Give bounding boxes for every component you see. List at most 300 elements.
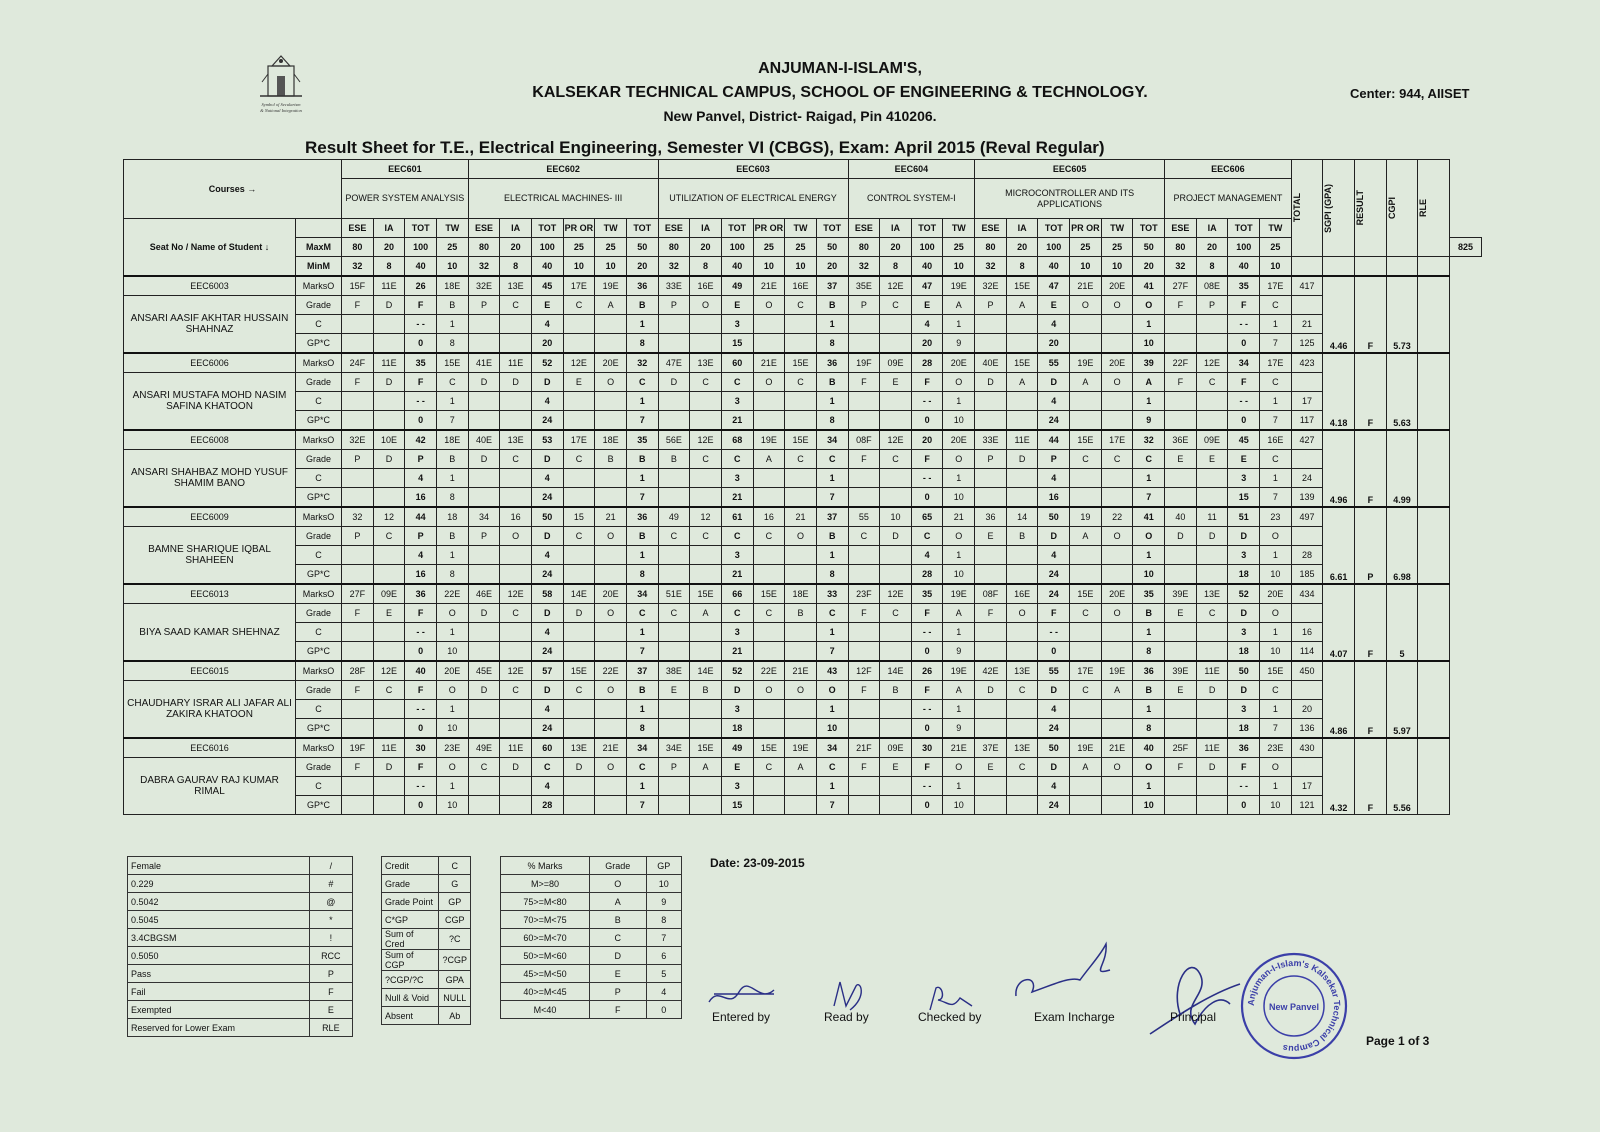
mark-cell: 16E	[785, 276, 817, 296]
mark-cell: 21E	[785, 661, 817, 681]
mark-cell: 10	[436, 796, 468, 815]
mark-cell: 37E	[975, 738, 1007, 758]
mark-cell: 13E	[690, 353, 722, 373]
results-body	[124, 160, 1482, 815]
mark-cell: F	[848, 373, 880, 392]
mark-cell: O	[595, 681, 627, 700]
mark-cell	[500, 488, 532, 508]
legend-grade-row	[501, 965, 682, 983]
header-line-2: KALSEKAR TECHNICAL CAMPUS, SCHOOL OF ENGINEERING & TECHNOLOGY.	[532, 84, 1148, 101]
mark-cell: A	[943, 296, 975, 315]
mark-cell	[658, 469, 690, 488]
mark-cell: 36E	[1165, 430, 1197, 450]
legend-abbrev-row	[382, 857, 471, 875]
mark-cell	[880, 411, 912, 431]
mark-cell: 34E	[658, 738, 690, 758]
mark-cell: 1	[626, 315, 658, 334]
mark-cell	[975, 777, 1007, 796]
mark-cell: 45	[531, 276, 563, 296]
mark-cell: 1	[1133, 623, 1165, 642]
mark-cell: 19E	[943, 276, 975, 296]
cgpi-cell: 4.99	[1386, 430, 1418, 507]
mark-cell	[595, 315, 627, 334]
mark-cell: C	[626, 604, 658, 623]
mark-cell	[1006, 700, 1038, 719]
legend-abbrev-row-cell: G	[439, 875, 471, 893]
mark-cell	[753, 565, 785, 585]
mark-cell: 21E	[1070, 276, 1102, 296]
mark-cell	[1006, 411, 1038, 431]
mark-cell: 41	[1133, 276, 1165, 296]
minm-label: MinM	[296, 257, 342, 277]
mark-cell	[373, 719, 405, 739]
mark-cell	[342, 315, 374, 334]
mark-cell: C	[626, 758, 658, 777]
row-type-label: MarksO	[296, 584, 342, 604]
legend-grade-row	[501, 911, 682, 929]
component-header: ESE	[342, 219, 374, 238]
mark-cell	[753, 777, 785, 796]
seat-number: EEC6009	[124, 507, 296, 527]
total-cell: 20	[1291, 700, 1323, 719]
mark-cell: 1	[816, 546, 848, 565]
mark-cell: P	[342, 527, 374, 546]
mark-cell: C	[1196, 373, 1228, 392]
mark-cell	[563, 565, 595, 585]
total-cell: 434	[1291, 584, 1323, 604]
minm-cell: 32	[1165, 257, 1197, 277]
mark-cell: C	[880, 450, 912, 469]
result-sheet-title: Result Sheet for T.E., Electrical Engineering, Semester VI (CBGS), Exam: April 2015 (Reval Regular)	[305, 138, 1105, 157]
principal-signature	[1140, 944, 1250, 1044]
minm-cell: 20	[816, 257, 848, 277]
mark-cell: 37	[816, 507, 848, 527]
mark-cell: 24	[531, 642, 563, 662]
mark-cell: 12E	[880, 430, 912, 450]
mark-cell: 3	[721, 623, 753, 642]
maxm-cell: 100	[405, 238, 437, 257]
legend-symbol-row-cell: Female	[128, 857, 310, 875]
table-row	[124, 392, 1482, 411]
legend-grade-row-cell: 70>=M<75	[501, 911, 590, 929]
mark-cell: 24	[1038, 411, 1070, 431]
mark-cell	[595, 700, 627, 719]
mark-cell: 8	[436, 334, 468, 354]
mark-cell: O	[500, 527, 532, 546]
mark-cell: 3	[1228, 546, 1260, 565]
mark-cell	[690, 334, 722, 354]
mark-cell: O	[1101, 527, 1133, 546]
student-name: ANSARI AASIF AKHTAR HUSSAIN SHAHNAZ	[124, 296, 296, 354]
minm-cell: 32	[848, 257, 880, 277]
mark-cell: D	[373, 373, 405, 392]
legend-abbrev-row-cell: CGP	[439, 911, 471, 929]
mark-cell: 20E	[943, 430, 975, 450]
course-code: EEC601	[342, 160, 469, 179]
legend-abbrev-table	[381, 856, 471, 1025]
legend-grade-row-cell: 40>=M<45	[501, 983, 590, 1001]
total-cell	[1291, 450, 1323, 469]
mark-cell: 17E	[1070, 661, 1102, 681]
total-cell	[1291, 296, 1323, 315]
mark-cell: D	[500, 758, 532, 777]
mark-cell: 7	[1133, 488, 1165, 508]
mark-cell	[500, 623, 532, 642]
cgpi-cell: 5.63	[1386, 353, 1418, 430]
mark-cell: 15E	[785, 430, 817, 450]
mark-cell	[1006, 546, 1038, 565]
mark-cell: 24	[531, 488, 563, 508]
mark-cell: 15	[563, 507, 595, 527]
mark-cell: - -	[405, 777, 437, 796]
mark-cell: 1	[436, 700, 468, 719]
mark-cell: F	[848, 450, 880, 469]
legend-grade-row-cell: 75>=M<80	[501, 893, 590, 911]
table-row	[124, 296, 1482, 315]
minm-cell: 8	[1196, 257, 1228, 277]
mark-cell: 13E	[1196, 584, 1228, 604]
mark-cell: 10	[943, 488, 975, 508]
mark-cell: C	[721, 373, 753, 392]
mark-cell: 8	[1133, 642, 1165, 662]
maxm-cell: 25	[1260, 238, 1292, 257]
mark-cell	[848, 565, 880, 585]
course-code: EEC606	[1165, 160, 1292, 179]
courses-header: Courses →	[124, 160, 342, 219]
mark-cell	[373, 565, 405, 585]
mark-cell	[1165, 777, 1197, 796]
mark-cell: C	[500, 450, 532, 469]
mark-cell: 15	[721, 796, 753, 815]
mark-cell: 19E	[753, 430, 785, 450]
minm-cell: 20	[626, 257, 658, 277]
mark-cell: 17E	[1260, 276, 1292, 296]
mark-cell: C	[1070, 450, 1102, 469]
mark-cell: F	[911, 450, 943, 469]
mark-cell	[468, 700, 500, 719]
total-cell: 121	[1291, 796, 1323, 815]
mark-cell: 15E	[563, 661, 595, 681]
mark-cell: D	[1038, 758, 1070, 777]
legend-grade-row	[501, 893, 682, 911]
legend-grade-row-cell: M>=80	[501, 875, 590, 893]
mark-cell: O	[1133, 758, 1165, 777]
mark-cell: 27F	[1165, 276, 1197, 296]
mark-cell	[468, 469, 500, 488]
mark-cell: O	[595, 527, 627, 546]
minm-cell: 10	[785, 257, 817, 277]
mark-cell	[1070, 315, 1102, 334]
mark-cell: C	[658, 527, 690, 546]
mark-cell: 21	[721, 642, 753, 662]
mark-cell	[563, 488, 595, 508]
mark-cell: E	[1038, 296, 1070, 315]
mark-cell: 10	[1133, 565, 1165, 585]
mark-cell	[1070, 777, 1102, 796]
legend-symbol-row-cell: Reserved for Lower Exam	[128, 1019, 310, 1037]
legend-grade-row-cell: 7	[646, 929, 681, 947]
mark-cell: C	[500, 296, 532, 315]
mark-cell	[880, 392, 912, 411]
minm-cell	[1291, 257, 1323, 277]
seat-name-header: Seat No / Name of Student ↓	[124, 219, 296, 277]
mark-cell	[753, 796, 785, 815]
legend-grade-row-cell: E	[589, 965, 646, 983]
legend-abbrev-row-cell: Ab	[439, 1007, 471, 1025]
mark-cell	[880, 700, 912, 719]
component-header: TW	[595, 219, 627, 238]
mark-cell	[342, 642, 374, 662]
mark-cell: 49E	[468, 738, 500, 758]
mark-cell: 57	[531, 661, 563, 681]
mark-cell: 22E	[436, 584, 468, 604]
legend-abbrev-row-cell: Sum of CGP	[382, 950, 439, 971]
mark-cell: 21	[943, 507, 975, 527]
legend-abbrev-row	[382, 950, 471, 971]
seat-number: EEC6013	[124, 584, 296, 604]
legend-abbrev-row-cell: ?CGP/?C	[382, 971, 439, 989]
mark-cell	[690, 777, 722, 796]
mark-cell: A	[690, 758, 722, 777]
maxm-cell: 80	[848, 238, 880, 257]
mark-cell: P	[658, 296, 690, 315]
mark-cell: O	[690, 296, 722, 315]
row-type-label: C	[296, 392, 342, 411]
minm-cell: 40	[405, 257, 437, 277]
mark-cell: 22	[1101, 507, 1133, 527]
total-cell: 17	[1291, 392, 1323, 411]
mark-cell	[563, 546, 595, 565]
mark-cell	[690, 565, 722, 585]
mark-cell	[753, 623, 785, 642]
mark-cell	[500, 469, 532, 488]
mark-cell: 36	[975, 507, 1007, 527]
maxm-cell: 25	[563, 238, 595, 257]
seat-number: EEC6016	[124, 738, 296, 758]
mark-cell: 35	[1228, 276, 1260, 296]
mark-cell: C	[848, 527, 880, 546]
mark-cell: 21	[721, 565, 753, 585]
mark-cell: 1	[626, 469, 658, 488]
mark-cell: D	[531, 681, 563, 700]
summary-header-label: TOTAL	[1291, 193, 1302, 223]
mark-cell	[342, 392, 374, 411]
legend-abbrev-row	[382, 989, 471, 1007]
legend-symbol-row-cell: #	[309, 875, 352, 893]
mark-cell: B	[436, 296, 468, 315]
mark-cell: 36	[626, 276, 658, 296]
mark-cell: 1	[436, 315, 468, 334]
mark-cell: 10	[1260, 642, 1292, 662]
legend-grade-row	[501, 1001, 682, 1019]
result-cell: P	[1355, 507, 1387, 584]
mark-cell	[1070, 623, 1102, 642]
mark-cell	[848, 469, 880, 488]
mark-cell: 34	[816, 430, 848, 450]
row-type-label: GP*C	[296, 719, 342, 739]
mark-cell	[1165, 623, 1197, 642]
mark-cell	[848, 392, 880, 411]
mark-cell: 1	[1260, 700, 1292, 719]
mark-cell	[342, 796, 374, 815]
legend-grade-row-cell: 45>=M<50	[501, 965, 590, 983]
mark-cell: O	[785, 681, 817, 700]
legend-grade-row-cell: 0	[646, 1001, 681, 1019]
row-type-label: Grade	[296, 758, 342, 777]
mark-cell: A	[1070, 527, 1102, 546]
mark-cell: 15E	[690, 584, 722, 604]
mark-cell: O	[595, 373, 627, 392]
mark-cell: 12E	[880, 276, 912, 296]
maxm-cell: 20	[1006, 238, 1038, 257]
mark-cell: C	[753, 758, 785, 777]
total-cell: 423	[1291, 353, 1323, 373]
mark-cell: 12E	[563, 353, 595, 373]
mark-cell: C	[500, 604, 532, 623]
mark-cell: 28F	[342, 661, 374, 681]
mark-cell: 17E	[1101, 430, 1133, 450]
mark-cell: 1	[436, 546, 468, 565]
mark-cell: 50	[1038, 507, 1070, 527]
mark-cell: - -	[405, 315, 437, 334]
mark-cell: 08F	[975, 584, 1007, 604]
mark-cell	[753, 700, 785, 719]
mark-cell: 58	[531, 584, 563, 604]
component-header: PR OR	[753, 219, 785, 238]
total-cell	[1291, 373, 1323, 392]
mark-cell: 35	[911, 584, 943, 604]
svg-text:New Panvel: New Panvel	[1268, 1002, 1320, 1012]
mark-cell: 18	[436, 507, 468, 527]
student-name: CHAUDHARY ISRAR ALI JAFAR ALI ZAKIRA KHATOON	[124, 681, 296, 739]
mark-cell	[468, 796, 500, 815]
rle-cell	[1418, 507, 1450, 584]
mark-cell: 13E	[1006, 661, 1038, 681]
course-code: EEC605	[975, 160, 1165, 179]
mark-cell	[848, 623, 880, 642]
mark-cell: 16	[405, 488, 437, 508]
summary-header-label: RESULT	[1355, 190, 1366, 226]
sgpi-cell: 6.61	[1323, 507, 1355, 584]
mark-cell: 1	[943, 392, 975, 411]
result-cell: F	[1355, 276, 1387, 353]
legend-symbol-row-cell: 3.4CBGSM	[128, 929, 310, 947]
mark-cell: 35	[405, 353, 437, 373]
mark-cell: O	[1260, 604, 1292, 623]
component-header: ESE	[468, 219, 500, 238]
mark-cell: 12E	[500, 584, 532, 604]
mark-cell: C	[880, 296, 912, 315]
mark-cell: 12E	[500, 661, 532, 681]
mark-cell	[1165, 392, 1197, 411]
mark-cell: 23	[1260, 507, 1292, 527]
mark-cell: C	[436, 373, 468, 392]
mark-cell: 15	[1228, 488, 1260, 508]
mark-cell: 18E	[436, 276, 468, 296]
principal-label: Principal	[1170, 1010, 1217, 1024]
mark-cell: 24	[531, 719, 563, 739]
total-cell: 21	[1291, 315, 1323, 334]
maxm-cell: 20	[880, 238, 912, 257]
component-header: TOT	[626, 219, 658, 238]
legend-symbol-row-cell: @	[309, 893, 352, 911]
mark-cell	[595, 565, 627, 585]
mark-cell: O	[1101, 373, 1133, 392]
course-name: CONTROL SYSTEM-I	[848, 179, 975, 219]
mark-cell: 0	[405, 411, 437, 431]
mark-cell: 47	[1038, 276, 1070, 296]
legend-abbrev-row	[382, 1007, 471, 1025]
row-type-label: C	[296, 623, 342, 642]
row-type-label: C	[296, 700, 342, 719]
mark-cell: 65	[911, 507, 943, 527]
total-cell: 117	[1291, 411, 1323, 431]
mark-cell	[500, 546, 532, 565]
row-type-label: Grade	[296, 296, 342, 315]
legend-abbrev-row	[382, 875, 471, 893]
legend-abbrev-row-cell: C	[439, 857, 471, 875]
mark-cell	[1006, 334, 1038, 354]
mark-cell	[880, 796, 912, 815]
mark-cell	[468, 642, 500, 662]
mark-cell: 24	[531, 411, 563, 431]
maxm-cell: 100	[1038, 238, 1070, 257]
mark-cell: 1	[1133, 546, 1165, 565]
row-type-label: MarksO	[296, 738, 342, 758]
mark-cell	[1101, 719, 1133, 739]
component-header: TOT	[1038, 219, 1070, 238]
student-name: BAMNE SHARIQUE IQBAL SHAHEEN	[124, 527, 296, 585]
mark-cell	[1070, 411, 1102, 431]
mark-cell	[1196, 488, 1228, 508]
mark-cell: 33	[816, 584, 848, 604]
mark-cell	[785, 392, 817, 411]
mark-cell: 19E	[1070, 353, 1102, 373]
mark-cell	[785, 719, 817, 739]
mark-cell: 41E	[468, 353, 500, 373]
mark-cell: 10	[943, 796, 975, 815]
mark-cell: 35	[626, 430, 658, 450]
legend-symbol-row-cell: Pass	[128, 965, 310, 983]
mark-cell	[595, 411, 627, 431]
mark-cell	[342, 488, 374, 508]
maxm-cell: 20	[500, 238, 532, 257]
total-cell: 417	[1291, 276, 1323, 296]
mark-cell: F	[405, 758, 437, 777]
mark-cell: 14E	[563, 584, 595, 604]
mark-cell: C	[721, 604, 753, 623]
mark-cell: E	[721, 296, 753, 315]
mark-cell: 4	[531, 623, 563, 642]
mark-cell: F	[342, 373, 374, 392]
mark-cell	[848, 315, 880, 334]
mark-cell: 4	[531, 700, 563, 719]
table-row	[124, 527, 1482, 546]
legend-grade-row-cell: M<40	[501, 1001, 590, 1019]
mark-cell: 15	[721, 334, 753, 354]
mark-cell: 14E	[880, 661, 912, 681]
exam-incharge-label: Exam Incharge	[1034, 1010, 1115, 1024]
mark-cell: 23F	[848, 584, 880, 604]
mark-cell: 18E	[436, 430, 468, 450]
mark-cell	[1196, 777, 1228, 796]
maxm-cell: 80	[975, 238, 1007, 257]
mark-cell: 50	[1228, 661, 1260, 681]
mark-cell: - -	[911, 700, 943, 719]
mark-cell: P	[848, 296, 880, 315]
mark-cell	[1196, 411, 1228, 431]
course-name: POWER SYSTEM ANALYSIS	[342, 179, 469, 219]
